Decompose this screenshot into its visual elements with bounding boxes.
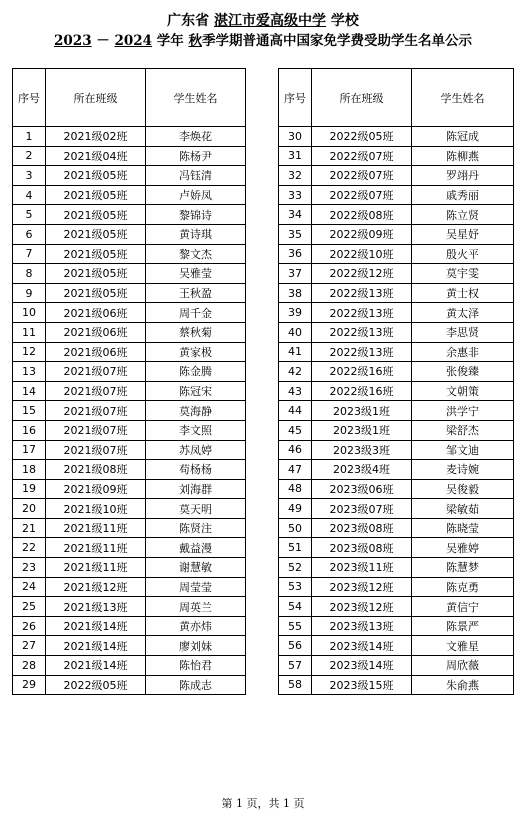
cell-name: 莫宇雯	[412, 264, 514, 284]
table-row	[13, 224, 246, 244]
table-row	[13, 362, 246, 382]
cell-name: 周莹莹	[146, 577, 246, 597]
table-row	[279, 440, 514, 460]
cell-class: 2023级14班	[312, 656, 412, 676]
cell-seq: 53	[279, 577, 312, 597]
cell-class: 2022级13班	[312, 303, 412, 323]
cell-name: 戚秀丽	[412, 185, 514, 205]
header-name: 学生姓名	[412, 69, 514, 127]
cell-class: 2021级12班	[46, 577, 146, 597]
document-title-line1	[0, 13, 526, 29]
table-row	[279, 185, 514, 205]
table-row	[13, 322, 246, 342]
table-row	[13, 381, 246, 401]
cell-name: 张俊臻	[412, 362, 514, 382]
cell-class: 2022级05班	[46, 675, 146, 695]
cell-name: 陈慧梦	[412, 558, 514, 578]
cell-seq: 6	[13, 224, 46, 244]
table-row	[279, 656, 514, 676]
table-row	[279, 283, 514, 303]
cell-name: 冯钰清	[146, 166, 246, 186]
school-province: 广东省	[167, 13, 210, 29]
cell-seq: 17	[13, 440, 46, 460]
cell-class: 2022级16班	[312, 362, 412, 382]
cell-seq: 54	[279, 597, 312, 617]
cell-class: 2022级12班	[312, 264, 412, 284]
cell-seq: 16	[13, 420, 46, 440]
cell-seq: 58	[279, 675, 312, 695]
cell-name: 麦诗婉	[412, 460, 514, 480]
cell-class: 2022级07班	[312, 185, 412, 205]
cell-name: 卢娇凤	[146, 185, 246, 205]
cell-name: 吴星妤	[412, 224, 514, 244]
cell-name: 邹文迪	[412, 440, 514, 460]
year-end: 2024	[114, 33, 153, 49]
cell-class: 2022级05班	[312, 127, 412, 147]
table-row	[13, 185, 246, 205]
cell-class: 2021级14班	[46, 616, 146, 636]
cell-name: 陈克勇	[412, 577, 514, 597]
cell-name: 黎锦诗	[146, 205, 246, 225]
cell-name: 陈冠成	[412, 127, 514, 147]
cell-class: 2022级16班	[312, 381, 412, 401]
cell-name: 苟杨杨	[146, 460, 246, 480]
cell-class: 2021级07班	[46, 440, 146, 460]
year-word: 学年	[156, 33, 184, 49]
cell-name: 陈杨尹	[146, 146, 246, 166]
cell-name: 蔡秋菊	[146, 322, 246, 342]
table-row	[279, 381, 514, 401]
cell-seq: 29	[13, 675, 46, 695]
cell-seq: 39	[279, 303, 312, 323]
cell-class: 2022级13班	[312, 283, 412, 303]
table-row	[13, 440, 246, 460]
cell-class: 2022级13班	[312, 342, 412, 362]
table-row	[279, 205, 514, 225]
cell-seq: 55	[279, 616, 312, 636]
cell-seq: 36	[279, 244, 312, 264]
cell-seq: 30	[279, 127, 312, 147]
cell-class: 2022级07班	[312, 146, 412, 166]
cell-name: 梁舒杰	[412, 420, 514, 440]
cell-seq: 38	[279, 283, 312, 303]
cell-class: 2021级05班	[46, 244, 146, 264]
cell-class: 2021级09班	[46, 479, 146, 499]
cell-seq: 5	[13, 205, 46, 225]
cell-seq: 24	[13, 577, 46, 597]
table-row	[279, 146, 514, 166]
cell-class: 2021级02班	[46, 127, 146, 147]
table-row	[279, 675, 514, 695]
cell-seq: 26	[13, 616, 46, 636]
cell-name: 陈怡君	[146, 656, 246, 676]
table-row	[279, 224, 514, 244]
cell-name: 戴益漫	[146, 538, 246, 558]
cell-name: 黄太泽	[412, 303, 514, 323]
cell-class: 2022级10班	[312, 244, 412, 264]
table-row	[13, 420, 246, 440]
cell-seq: 23	[13, 558, 46, 578]
cell-name: 廖刘妹	[146, 636, 246, 656]
cell-class: 2021级04班	[46, 146, 146, 166]
school-suffix: 学校	[330, 13, 359, 29]
cell-name: 黄士权	[412, 283, 514, 303]
cell-seq: 21	[13, 518, 46, 538]
cell-class: 2023级4班	[312, 460, 412, 480]
table-row	[13, 636, 246, 656]
cell-seq: 52	[279, 558, 312, 578]
year-start: 2023	[54, 33, 92, 49]
cell-class: 2021级07班	[46, 420, 146, 440]
table-row	[279, 597, 514, 617]
table-row	[13, 675, 246, 695]
cell-class: 2021级14班	[46, 656, 146, 676]
cell-seq: 15	[13, 401, 46, 421]
cell-seq: 33	[279, 185, 312, 205]
student-table-left	[12, 68, 246, 695]
cell-class: 2021级07班	[46, 381, 146, 401]
table-row	[279, 616, 514, 636]
cell-class: 2023级1班	[312, 401, 412, 421]
cell-name: 黄诗琪	[146, 224, 246, 244]
cell-name: 文朝策	[412, 381, 514, 401]
cell-name: 周英兰	[146, 597, 246, 617]
cell-seq: 2	[13, 146, 46, 166]
cell-class: 2021级06班	[46, 303, 146, 323]
cell-seq: 4	[13, 185, 46, 205]
cell-name: 陈冠宋	[146, 381, 246, 401]
cell-seq: 31	[279, 146, 312, 166]
cell-name: 谢慧敏	[146, 558, 246, 578]
table-row	[13, 146, 246, 166]
cell-name: 殷火平	[412, 244, 514, 264]
cell-class: 2023级12班	[312, 577, 412, 597]
cell-seq: 48	[279, 479, 312, 499]
cell-class: 2021级07班	[46, 401, 146, 421]
table-row	[279, 244, 514, 264]
cell-seq: 42	[279, 362, 312, 382]
cell-name: 罗翊丹	[412, 166, 514, 186]
cell-seq: 44	[279, 401, 312, 421]
table-row	[13, 558, 246, 578]
cell-name: 莫天明	[146, 499, 246, 519]
table-row	[13, 499, 246, 519]
cell-seq: 1	[13, 127, 46, 147]
table-row	[13, 577, 246, 597]
cell-name: 周千金	[146, 303, 246, 323]
cell-seq: 45	[279, 420, 312, 440]
table-header-row	[279, 69, 514, 127]
cell-seq: 46	[279, 440, 312, 460]
cell-seq: 49	[279, 499, 312, 519]
table-row	[13, 303, 246, 323]
cell-name: 王秋盈	[146, 283, 246, 303]
cell-name: 黄信宁	[412, 597, 514, 617]
cell-class: 2021级06班	[46, 322, 146, 342]
cell-seq: 9	[13, 283, 46, 303]
table-row	[279, 499, 514, 519]
cell-name: 李焕花	[146, 127, 246, 147]
cell-seq: 35	[279, 224, 312, 244]
cell-seq: 41	[279, 342, 312, 362]
header-class: 所在班级	[312, 69, 412, 127]
cell-seq: 40	[279, 322, 312, 342]
cell-seq: 28	[13, 656, 46, 676]
table-row	[279, 342, 514, 362]
cell-name: 李思贤	[412, 322, 514, 342]
cell-seq: 25	[13, 597, 46, 617]
cell-class: 2023级3班	[312, 440, 412, 460]
cell-class: 2023级1班	[312, 420, 412, 440]
cell-name: 李文照	[146, 420, 246, 440]
cell-class: 2021级05班	[46, 283, 146, 303]
cell-name: 陈成志	[146, 675, 246, 695]
cell-seq: 51	[279, 538, 312, 558]
cell-class: 2021级05班	[46, 264, 146, 284]
cell-seq: 37	[279, 264, 312, 284]
table-row	[279, 558, 514, 578]
cell-class: 2023级12班	[312, 597, 412, 617]
cell-seq: 56	[279, 636, 312, 656]
table-row	[13, 597, 246, 617]
cell-class: 2021级11班	[46, 518, 146, 538]
table-row	[13, 205, 246, 225]
cell-name: 陈景严	[412, 616, 514, 636]
cell-class: 2021级11班	[46, 558, 146, 578]
cell-name: 洪学宁	[412, 401, 514, 421]
table-row	[279, 166, 514, 186]
header-seq: 序号	[13, 69, 46, 127]
cell-class: 2023级15班	[312, 675, 412, 695]
cell-name: 梁敏茹	[412, 499, 514, 519]
header-class: 所在班级	[46, 69, 146, 127]
cell-name: 吴雅莹	[146, 264, 246, 284]
year-separator: －	[96, 33, 110, 49]
table-row	[13, 283, 246, 303]
cell-class: 2021级05班	[46, 166, 146, 186]
term: 秋	[188, 33, 202, 49]
cell-class: 2023级07班	[312, 499, 412, 519]
cell-name: 黄家极	[146, 342, 246, 362]
header-name: 学生姓名	[146, 69, 246, 127]
cell-name: 朱俞燕	[412, 675, 514, 695]
table-row	[279, 127, 514, 147]
table-row	[13, 479, 246, 499]
cell-name: 余惠非	[412, 342, 514, 362]
cell-seq: 18	[13, 460, 46, 480]
table-row	[13, 127, 246, 147]
cell-seq: 34	[279, 205, 312, 225]
cell-seq: 43	[279, 381, 312, 401]
table-row	[279, 362, 514, 382]
table-row	[13, 244, 246, 264]
cell-class: 2021级08班	[46, 460, 146, 480]
cell-seq: 47	[279, 460, 312, 480]
table-row	[279, 577, 514, 597]
student-table-right	[278, 68, 514, 695]
table-row	[279, 420, 514, 440]
cell-name: 陈金腾	[146, 362, 246, 382]
cell-class: 2021级05班	[46, 224, 146, 244]
cell-name: 周欣薇	[412, 656, 514, 676]
cell-class: 2021级11班	[46, 538, 146, 558]
cell-class: 2021级14班	[46, 636, 146, 656]
page-footer: 第 1 页，共 1 页	[221, 797, 305, 810]
cell-seq: 11	[13, 322, 46, 342]
table-row	[279, 636, 514, 656]
school-name: 湛江市爱高级中学	[214, 13, 326, 29]
cell-class: 2023级06班	[312, 479, 412, 499]
cell-seq: 20	[13, 499, 46, 519]
cell-name: 陈柳燕	[412, 146, 514, 166]
table-row	[279, 538, 514, 558]
cell-name: 陈立贤	[412, 205, 514, 225]
cell-seq: 32	[279, 166, 312, 186]
table-row	[279, 518, 514, 538]
cell-name: 莫海静	[146, 401, 246, 421]
cell-seq: 8	[13, 264, 46, 284]
cell-name: 陈晓莹	[412, 518, 514, 538]
cell-class: 2023级11班	[312, 558, 412, 578]
table-row	[13, 656, 246, 676]
cell-class: 2022级13班	[312, 322, 412, 342]
cell-seq: 19	[13, 479, 46, 499]
table-row	[279, 303, 514, 323]
table-row	[13, 616, 246, 636]
cell-name: 黄亦炜	[146, 616, 246, 636]
cell-class: 2023级08班	[312, 518, 412, 538]
cell-name: 苏凤婷	[146, 440, 246, 460]
cell-seq: 57	[279, 656, 312, 676]
cell-class: 2022级09班	[312, 224, 412, 244]
cell-class: 2021级06班	[46, 342, 146, 362]
cell-seq: 27	[13, 636, 46, 656]
table-row	[13, 460, 246, 480]
cell-name: 吴雅婷	[412, 538, 514, 558]
header-seq: 序号	[279, 69, 312, 127]
document-title-line2	[0, 33, 526, 49]
cell-class: 2022级08班	[312, 205, 412, 225]
cell-class: 2023级08班	[312, 538, 412, 558]
cell-seq: 13	[13, 362, 46, 382]
cell-class: 2021级13班	[46, 597, 146, 617]
cell-name: 文雅星	[412, 636, 514, 656]
table-row	[279, 479, 514, 499]
table-row	[13, 264, 246, 284]
cell-name: 吴俊毅	[412, 479, 514, 499]
table-row	[13, 401, 246, 421]
table-row	[279, 460, 514, 480]
cell-name: 陈贤注	[146, 518, 246, 538]
cell-seq: 3	[13, 166, 46, 186]
cell-seq: 12	[13, 342, 46, 362]
cell-name: 黎文杰	[146, 244, 246, 264]
cell-seq: 10	[13, 303, 46, 323]
cell-class: 2021级07班	[46, 362, 146, 382]
cell-class: 2021级10班	[46, 499, 146, 519]
cell-seq: 50	[279, 518, 312, 538]
cell-name: 刘海群	[146, 479, 246, 499]
cell-class: 2021级05班	[46, 185, 146, 205]
cell-class: 2021级05班	[46, 205, 146, 225]
table-row	[13, 342, 246, 362]
table-row	[279, 322, 514, 342]
cell-class: 2022级07班	[312, 166, 412, 186]
table-row	[13, 166, 246, 186]
title-rest: 季学期普通高中国家免学费受助学生名单公示	[201, 33, 472, 49]
table-row	[279, 264, 514, 284]
cell-seq: 14	[13, 381, 46, 401]
cell-class: 2023级13班	[312, 616, 412, 636]
cell-seq: 22	[13, 538, 46, 558]
table-row	[13, 518, 246, 538]
table-row	[13, 538, 246, 558]
cell-class: 2023级14班	[312, 636, 412, 656]
cell-seq: 7	[13, 244, 46, 264]
table-row	[279, 401, 514, 421]
table-header-row	[13, 69, 246, 127]
